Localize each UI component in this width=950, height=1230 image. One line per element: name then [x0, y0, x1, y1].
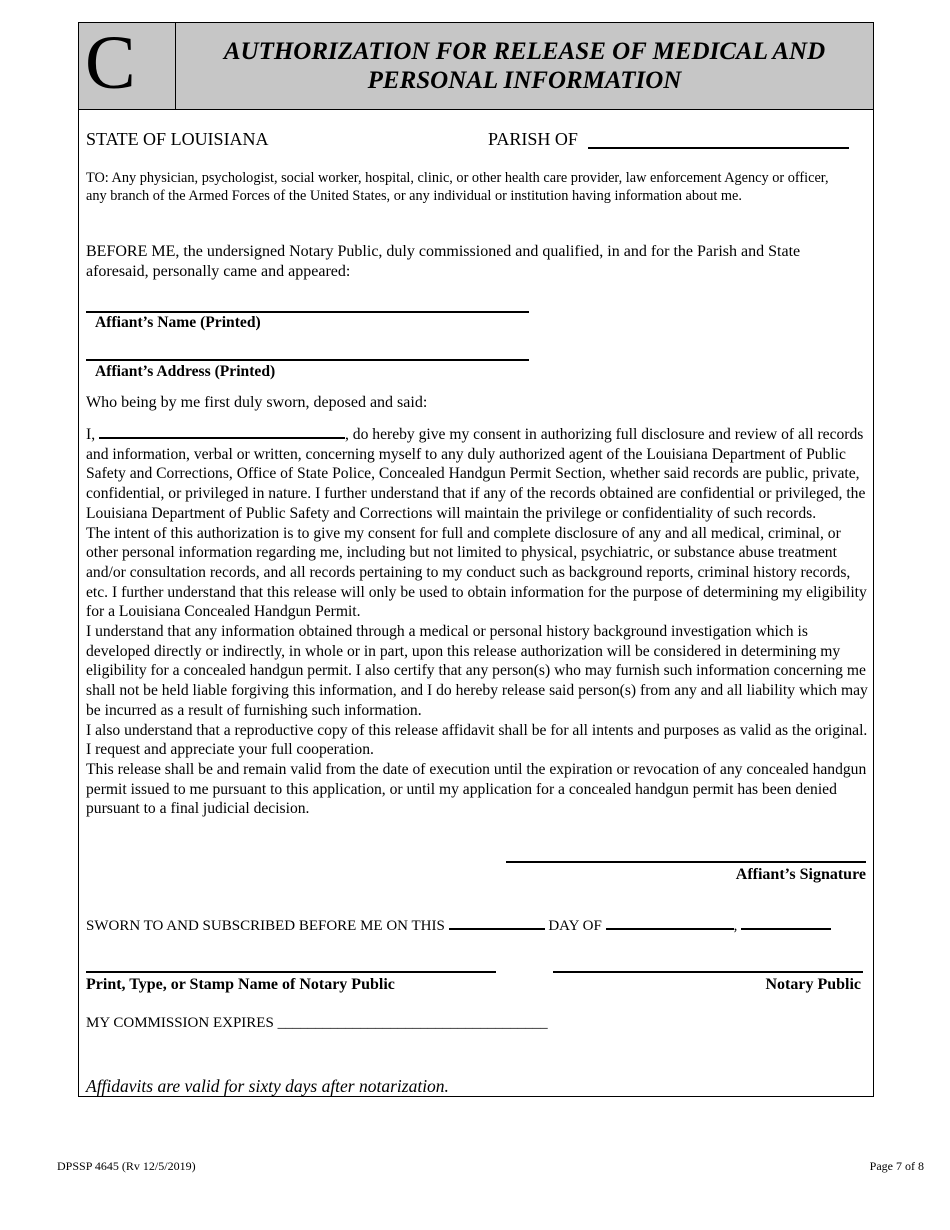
sworn-intro: Who being by me first duly sworn, deposed and said:	[86, 394, 428, 411]
notary-name-field[interactable]	[86, 971, 496, 973]
affiant-name-label: Affiant’s Name (Printed)	[95, 314, 261, 331]
commission-expiry-field[interactable]: ____________________________________	[277, 1015, 548, 1031]
to-paragraph: TO: Any physician, psychologist, social worker, hospital, clinic, or other health care provider, law enforcement Agency or officer, any branch of the Armed Forces of the United States, or any individual or institution having information about me.	[86, 170, 829, 204]
section-letter: C	[85, 21, 136, 105]
consent-paragraph-2: The intent of this authorization is to give my consent for full and complete disclosure of any and all medical, criminal, or other personal information regarding me, including but not limited to physical, psychiatric, or substance abuse treatment and/or consultation records, and all records pertaining to my conduct such as background reports, criminal history records, etc. I further understand that this release will only be used to obtain information for the purpose of determining my eligibility for a Louisiana Concealed Handgun Permit.	[86, 524, 867, 621]
consent-paragraph-5: This release shall be and remain valid from the date of execution until the expiration or revocation of any concealed handgun permit issued to me pursuant to this application, or until my application for a concealed handgun permit has been denied pursuant to a final judicial decision.	[86, 760, 867, 818]
affiant-address-field[interactable]	[86, 359, 529, 361]
notary-public-label: Notary Public	[765, 976, 861, 993]
state-label: STATE OF LOUISIANA	[86, 129, 269, 149]
before-me-paragraph: BEFORE ME, the undersigned Notary Public, duly commissioned and qualified, in and for the Parish and State aforesaid, personally came and appeared:	[86, 243, 801, 280]
commission-line	[86, 1015, 548, 1032]
page-number: Page 7 of 8	[869, 1159, 924, 1173]
consent-p1-start: I,	[86, 426, 96, 443]
consent-paragraph-3: I understand that any information obtained through a medical or personal history background investigation which is developed directly or indirectly, in whole or in part, upon this release authorization will be considered in determining my eligibility for a concealed handgun permit. I also certify that any person(s) who may furnish such information concerning me shall not be held liable forgiving this information, and I do hereby release said person(s) from any and all liability which may be incurred as a result of furnishing such information.	[86, 623, 868, 719]
sworn-subscribed-line	[86, 916, 831, 935]
sworn-month-field[interactable]	[606, 916, 734, 930]
consent-paragraph-4: I also understand that a reproductive copy of this release affidavit shall be for all intents and purposes as valid as the original. I request and appreciate your full cooperation.	[86, 721, 868, 759]
parish-label: PARISH OF	[488, 129, 578, 149]
sworn-day-field[interactable]	[449, 916, 545, 930]
day-of-label: DAY OF	[548, 918, 602, 934]
consent-body	[86, 423, 874, 819]
commission-label: MY COMMISSION EXPIRES	[86, 1015, 274, 1031]
consent-p1-rest: , do hereby give my consent in authorizing full disclosure and review of all records and information, verbal or written, concerning myself to any duly authorized agent of the Louisiana Department of Public Safety and Corrections, Office of State Police, Concealed Handgun Permit Section, whether said records are public, private, confidential, or privileged in nature. I further understand that if any of the records obtained are confidential or privileged, the Louisiana Department of Public Safety and Corrections will maintain the privilege or confidentiality of such records.	[86, 426, 866, 522]
affiant-signature-field[interactable]	[506, 861, 866, 863]
date-comma: ,	[733, 918, 738, 934]
sworn-year-field[interactable]	[741, 916, 831, 930]
form-id: DPSSP 4645 (Rv 12/5/2019)	[57, 1159, 196, 1173]
affiant-signature-label: Affiant’s Signature	[735, 866, 866, 883]
section-letter-box	[79, 23, 176, 109]
notary-signature-field[interactable]	[553, 971, 863, 973]
sworn-label: SWORN TO AND SUBSCRIBED BEFORE ME ON THIS	[86, 918, 445, 934]
notary-name-label: Print, Type, or Stamp Name of Notary Public	[86, 976, 395, 993]
title-line-2: PERSONAL INFORMATION	[367, 67, 682, 94]
parish-field[interactable]	[588, 147, 849, 149]
form-header	[79, 23, 873, 110]
consent-name-field[interactable]	[99, 423, 345, 439]
affiant-address-label: Affiant’s Address (Printed)	[95, 363, 276, 380]
affiant-name-field[interactable]	[86, 311, 529, 313]
form-title	[176, 37, 873, 95]
title-line-1: AUTHORIZATION FOR RELEASE OF MEDICAL AND	[223, 38, 826, 65]
consent-paragraph-1	[86, 423, 874, 524]
validity-note: Affidavits are valid for sixty days after notarization.	[86, 1076, 449, 1096]
